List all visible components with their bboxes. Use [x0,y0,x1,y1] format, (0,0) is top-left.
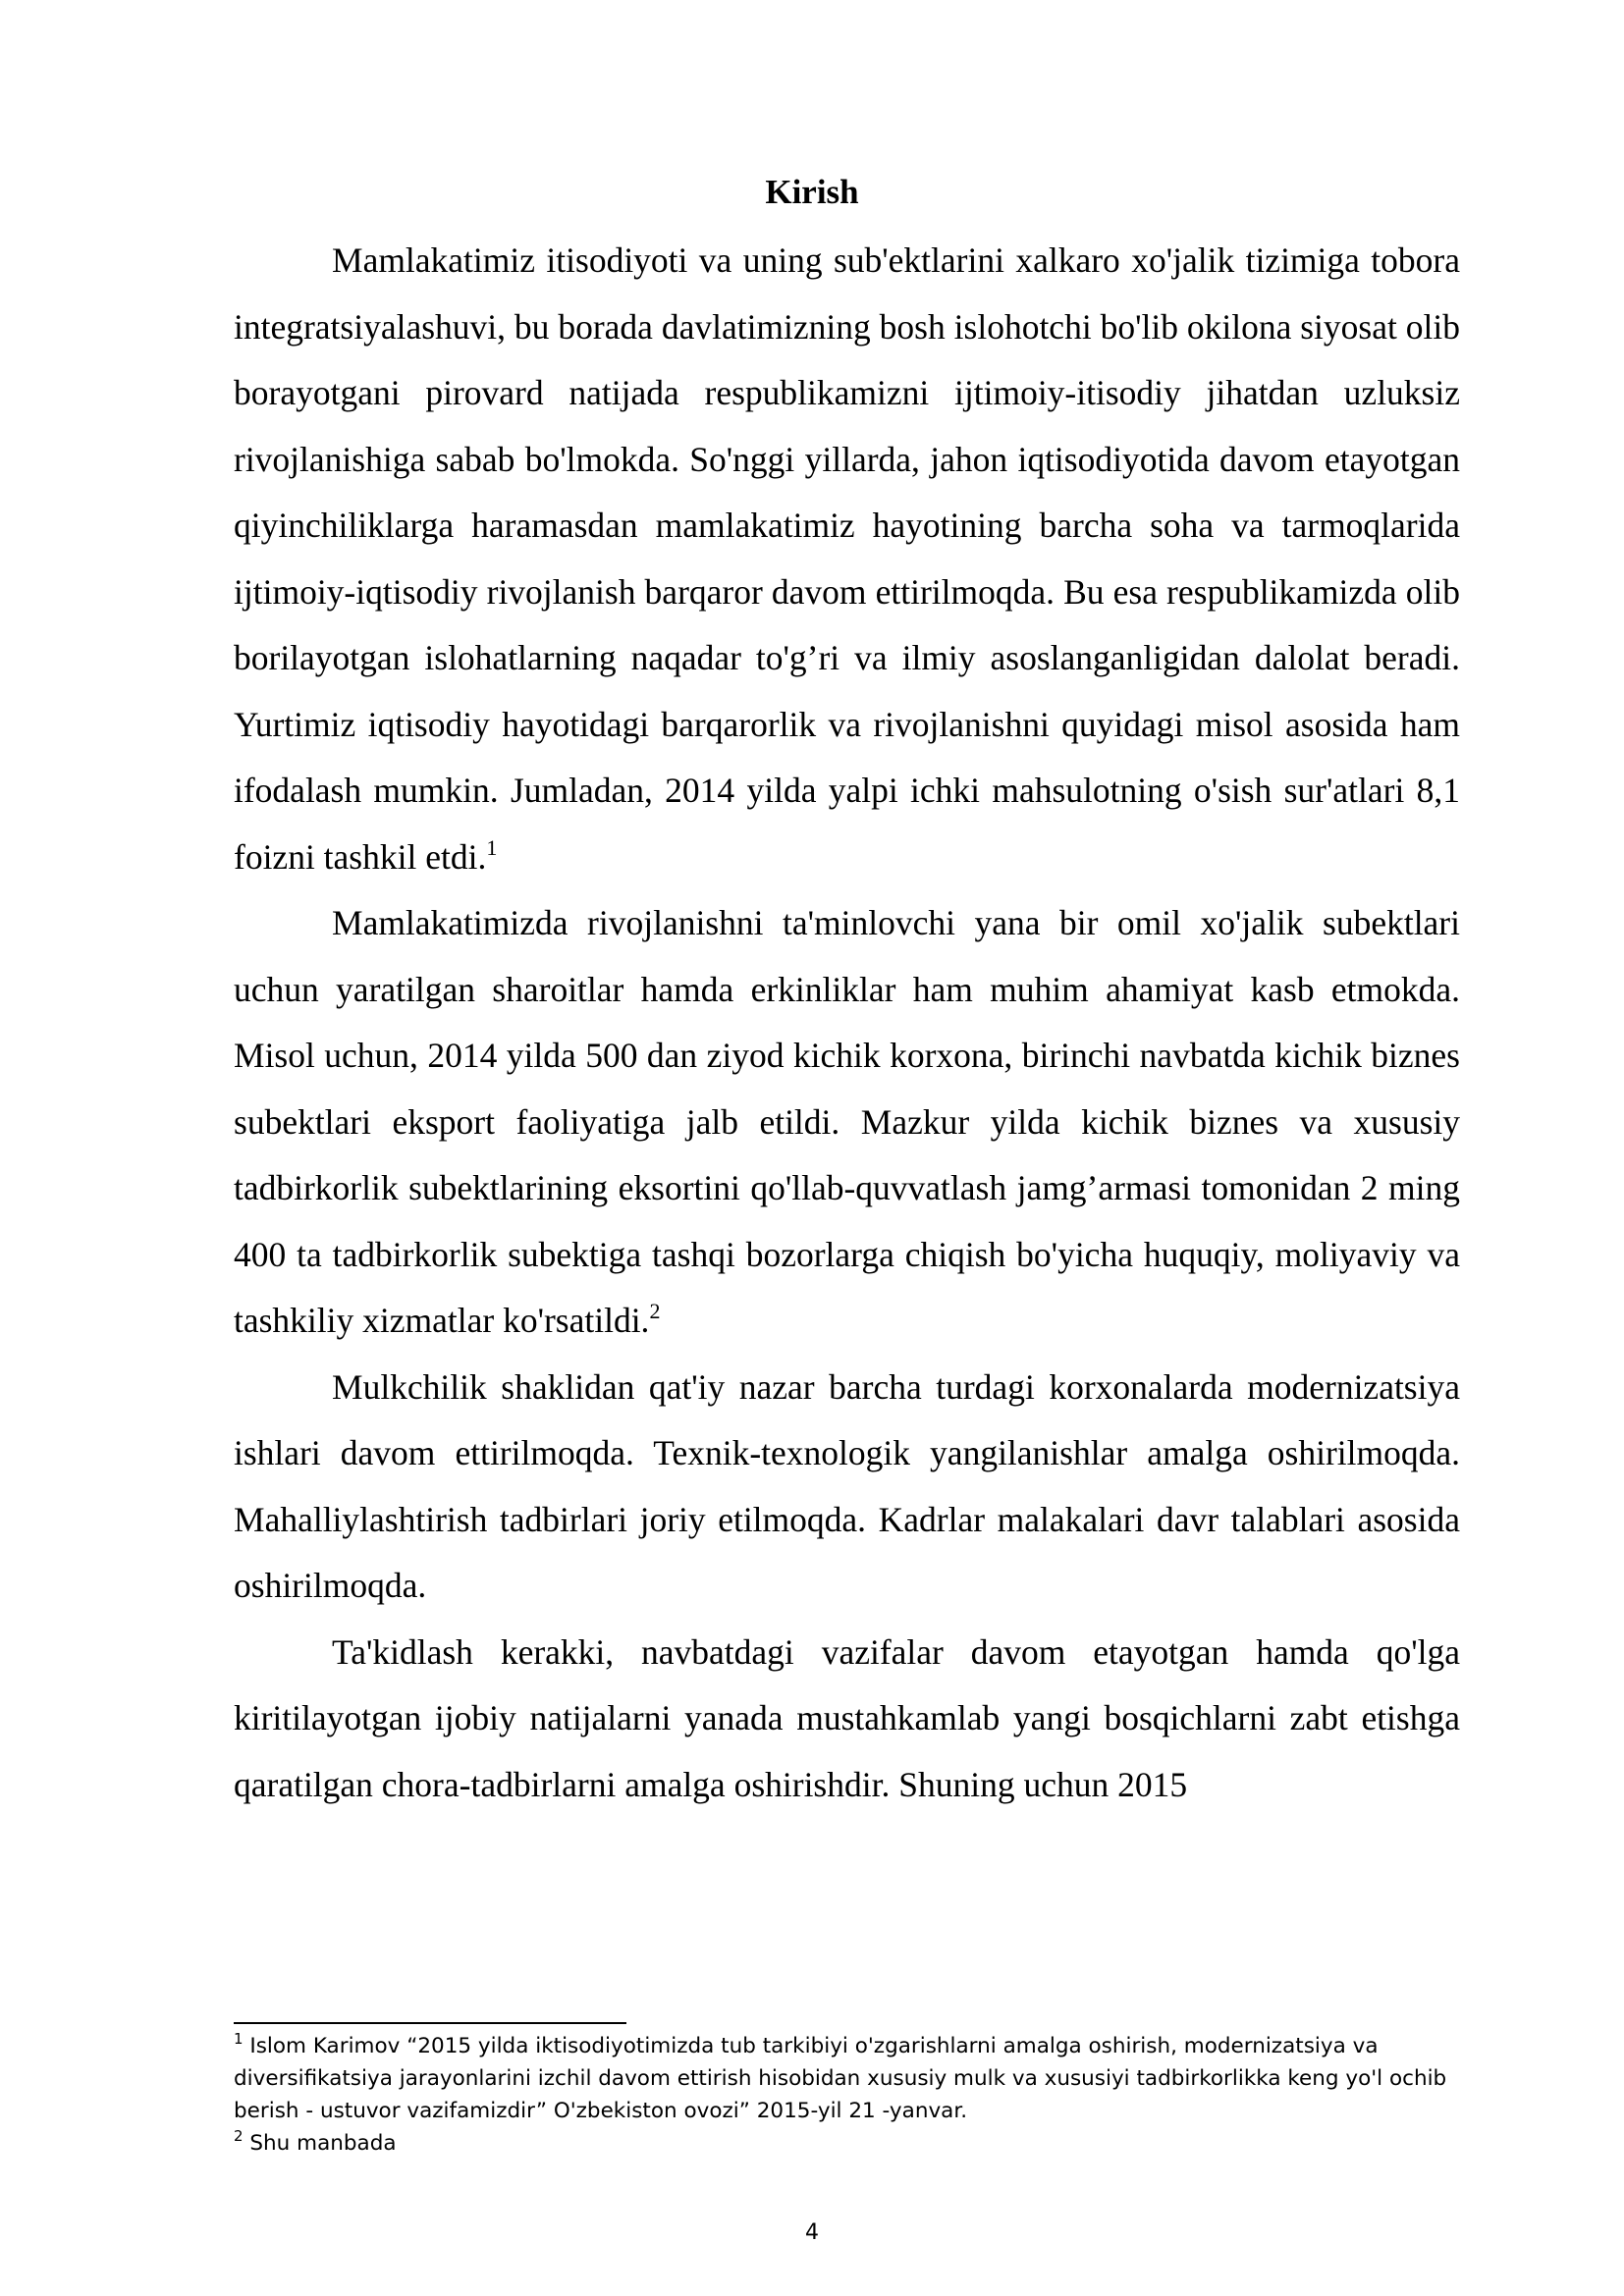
footnote-text: Shu manbada [249,2131,397,2156]
paragraph-text: Mamlakatimizda rivojlanishni ta'minlovchi yana bir omil xo'jalik subektlari uchun yaratilgan sharoitlar hamda erkinliklar ham muhim ahamiyat kasb etmokda. Misol uchun, 2014 yilda 500 dan ziyod kichik korxona, birinchi navbatda kichik biznes subektlari eksport faoliyatiga jalb etildi. Mazkur yilda kichik biznes va xususiy tadbirkorlik subektlarining eksortini qo'llab-quvvatlash jamg’armasi tomonidan 2 ming 400 ta tadbirkorlik subektiga tashqi bozorlarga chiqish bo'yicha huquqiy, moliyaviy va tashkiliy xizmatlar ko'rsatildi. [234,903,1460,1340]
paragraph-text: Mulkchilik shaklidan qat'iy nazar barcha turdagi korxonalarda modernizatsiya ishlari davom ettirilmoqda. Texnik-texnologik yangilanishlar amalga oshirilmoqda. Mahalliylashtirish tadbirlari joriy etilmoqda. Kadrlar malakalari davr talablari asosida oshirilmoqda. [234,1366,1460,1605]
footnote-number: 2 [234,2127,244,2145]
footnote-ref: 2 [649,1299,661,1323]
section-title: Kirish [765,173,859,211]
body-text [234,228,1460,1818]
footnote [234,2127,1460,2160]
footnote-number: 1 [234,2030,244,2048]
footnote-ref: 1 [486,834,498,860]
paragraph-text: Mamlakatimiz itisodiyoti va uning sub'ektlarini xalkaro xo'jalik tizimiga tobora integratsiyalashuvi, bu borada davlatimizning bosh islohotchi bo'lib okilona siyosat olib borayotgani pirovard natijada respublikamizni ijtimoiy-itisodiy jihatdan uzluksiz rivojlanishiga sabab bo'lmokda. So'nggi yillarda, jahon iqtisodiyotida davom etayotgan qiyinchiliklarga haramasdan mamlakatimiz hayotining barcha soha va tarmoqlarida ijtimoiy-iqtisodiy rivojlanish barqaror davom ettirilmoqda. Bu esa respublikamizda olib borilayotgan islohatlarning naqadar to'g’ri va ilmiy asoslanganligidan dalolat beradi. Yurtimiz iqtisodiy hayotidagi barqarorlik va rivojlanishni quyidagi misol asosida ham ifodalash mumkin. Jumladan, 2014 yilda yalpi ichki mahsulotning o'sish sur'atlari 8,1 foizni tashkil etdi. [234,240,1460,877]
paragraph [234,228,1460,890]
footnote-separator [234,2022,626,2024]
paragraph [234,1620,1460,1819]
paragraph-text: Ta'kidlash kerakki, navbatdagi vazifalar davom etayotgan hamda qo'lga kiritilayotgan ijobiy natijalarni yanada mustahkamlab yangi bosqichlarni zabt etishga qaratilgan chora-tadbirlarni amalga oshirishdir. Shuning uchun 2015 [234,1631,1460,1804]
page-number: 4 [805,2220,819,2245]
paragraph [234,890,1460,1355]
paragraph [234,1355,1460,1620]
footnote [234,2030,1460,2127]
footnotes [234,2030,1460,2160]
footnote-text: Islom Karimov “2015 yilda iktisodiyotimizda tub tarkibiyi o'zgarishlarni amalga oshirish, modernizatsiya va diversifikatsiya jarayonlarini izchil davom ettirish hisobidan xususiy mulk va xususiyi tadbirkorlikka keng yo'l ochib berish - ustuvor vazifamizdir” O'zbekiston ovozi” 2015-yil 21 -yanvar. [234,2034,1447,2123]
